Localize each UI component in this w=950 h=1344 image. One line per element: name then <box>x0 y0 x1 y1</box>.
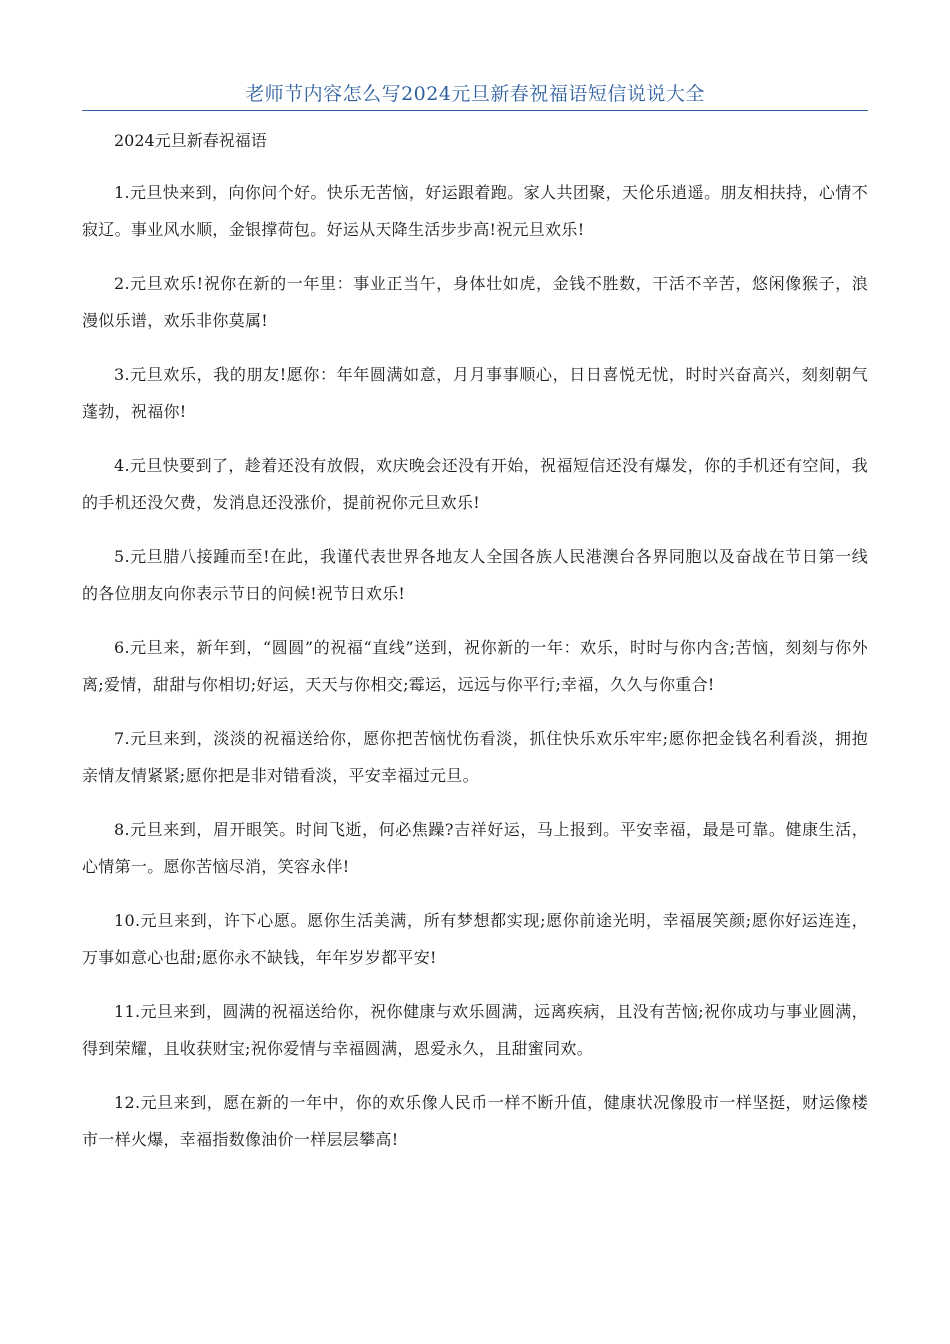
paragraph-6: 6.元旦来，新年到，“圆圆”的祝福“直线”送到，祝你新的一年：欢乐，时时与你内含;苦恼，刻刻与你外离;爱情，甜甜与你相切;好运，天天与你相交;霉运，远远与你平行;幸福，久久与你重合! <box>82 638 868 694</box>
paragraph-11: 11.元旦来到，圆满的祝福送给你，祝你健康与欢乐圆满，远离疾病，且没有苦恼;祝你成功与事业圆满，得到荣耀，且收获财宝;祝你爱情与幸福圆满，恩爱永久，且甜蜜同欢。 <box>82 1002 868 1058</box>
document-body <box>82 126 868 1175</box>
paragraph-10: 10.元旦来到，许下心愿。愿你生活美满，所有梦想都实现;愿你前途光明，幸福展笑颜;愿你好运连连，万事如意心也甜;愿你永不缺钱，年年岁岁都平安! <box>82 911 868 967</box>
paragraph-5: 5.元旦腊八接踵而至!在此，我谨代表世界各地友人全国各族人民港澳台各界同胞以及奋战在节日第一线的各位朋友向你表示节日的问候!祝节日欢乐! <box>82 547 868 603</box>
section-title: 2024元旦新春祝福语 <box>114 131 267 150</box>
document-header <box>82 80 868 111</box>
paragraph-3: 3.元旦欢乐，我的朋友!愿你：年年圆满如意，月月事事顺心，日日喜悦无忧，时时兴奋高兴，刻刻朝气蓬勃，祝福你! <box>82 365 868 421</box>
paragraph-7: 7.元旦来到，淡淡的祝福送给你，愿你把苦恼忧伤看淡，抓住快乐欢乐牢牢;愿你把金钱名利看淡，拥抱亲情友情紧紧;愿你把是非对错看淡，平安幸福过元旦。 <box>82 729 868 785</box>
paragraph-4: 4.元旦快要到了，趁着还没有放假，欢庆晚会还没有开始，祝福短信还没有爆发，你的手机还有空间，我的手机还没欠费，发消息还没涨价，提前祝你元旦欢乐! <box>82 456 868 512</box>
paragraph-1: 1.元旦快来到，向你问个好。快乐无苦恼，好运跟着跑。家人共团聚，天伦乐逍遥。朋友相扶持，心情不寂辽。事业风水顺，金银撑荷包。好运从天降生活步步高!祝元旦欢乐! <box>82 183 868 239</box>
paragraph-12: 12.元旦来到，愿在新的一年中，你的欢乐像人民币一样不断升值，健康状况像股市一样坚挺，财运像楼市一样火爆，幸福指数像油价一样层层攀高! <box>82 1093 868 1149</box>
paragraph-2: 2.元旦欢乐!祝你在新的一年里：事业正当午，身体壮如虎，金钱不胜数，干活不辛苦，悠闲像猴子，浪漫似乐谱，欢乐非你莫属! <box>82 274 868 330</box>
document-title: 老师节内容怎么写2024元旦新春祝福语短信说说大全 <box>245 83 705 105</box>
paragraph-8: 8.元旦来到，眉开眼笑。时间飞逝，何必焦躁?吉祥好运，马上报到。平安幸福，最是可靠。健康生活，心情第一。愿你苦恼尽消，笑容永伴! <box>82 820 868 876</box>
